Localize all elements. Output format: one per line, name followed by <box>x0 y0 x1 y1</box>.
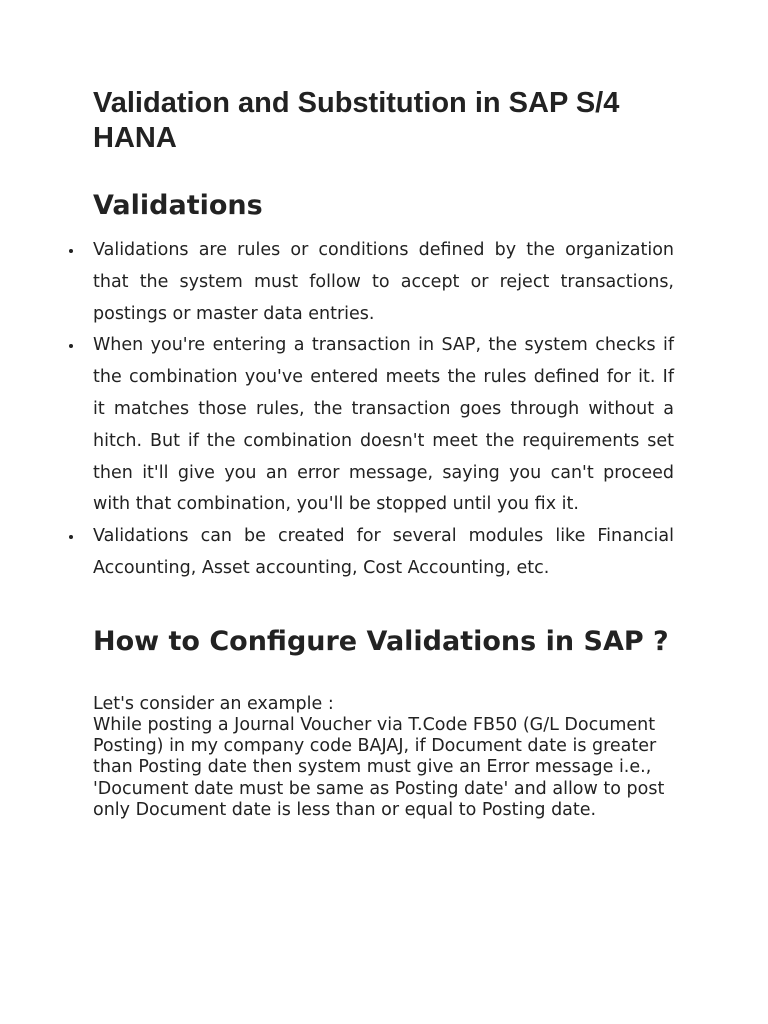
bullet-text: Validations are rules or conditions defined by the organization that the system must follow to accept or reject transactions, postings or master data entries. <box>93 240 674 324</box>
document-title: Validation and Substitution in SAP S/4 HANA <box>93 87 620 154</box>
validations-heading: Validations <box>93 190 263 221</box>
bullet-dot-icon <box>69 344 73 348</box>
bullet-dot-icon <box>69 535 73 539</box>
validations-bullet-list <box>93 235 674 585</box>
bullet-text: When you're entering a transaction in SAP, the system checks if the combination you've entered meets the rules defined for it. If it matches those rules, the transaction goes through without a hitch. But if the combination doesn't meet the requirements set then it'll give you an error message, saying you can't proceed with that combination, you'll be stopped until you fix it. <box>93 335 674 515</box>
bullet-dot-icon <box>69 249 73 253</box>
bullet-text: Validations can be created for several modules like Financial Accounting, Asset accounting, Cost Accounting, etc. <box>93 526 674 578</box>
document-page <box>93 86 674 821</box>
example-intro: Let's consider an example : <box>93 693 334 714</box>
configure-heading: How to Configure Validations in SAP ? <box>93 625 669 657</box>
bullet-item <box>93 330 674 521</box>
bullet-item <box>93 235 674 330</box>
bullet-item <box>93 521 674 585</box>
example-paragraph: While posting a Journal Voucher via T.Code FB50 (G/L Document Posting) in my company code BAJAJ, if Document date is greater than Posting date then system must give an Error message i.e., 'Document date must be same as Posting date' and allow to post only Document date is less than or equal to Posting date. <box>93 714 665 820</box>
